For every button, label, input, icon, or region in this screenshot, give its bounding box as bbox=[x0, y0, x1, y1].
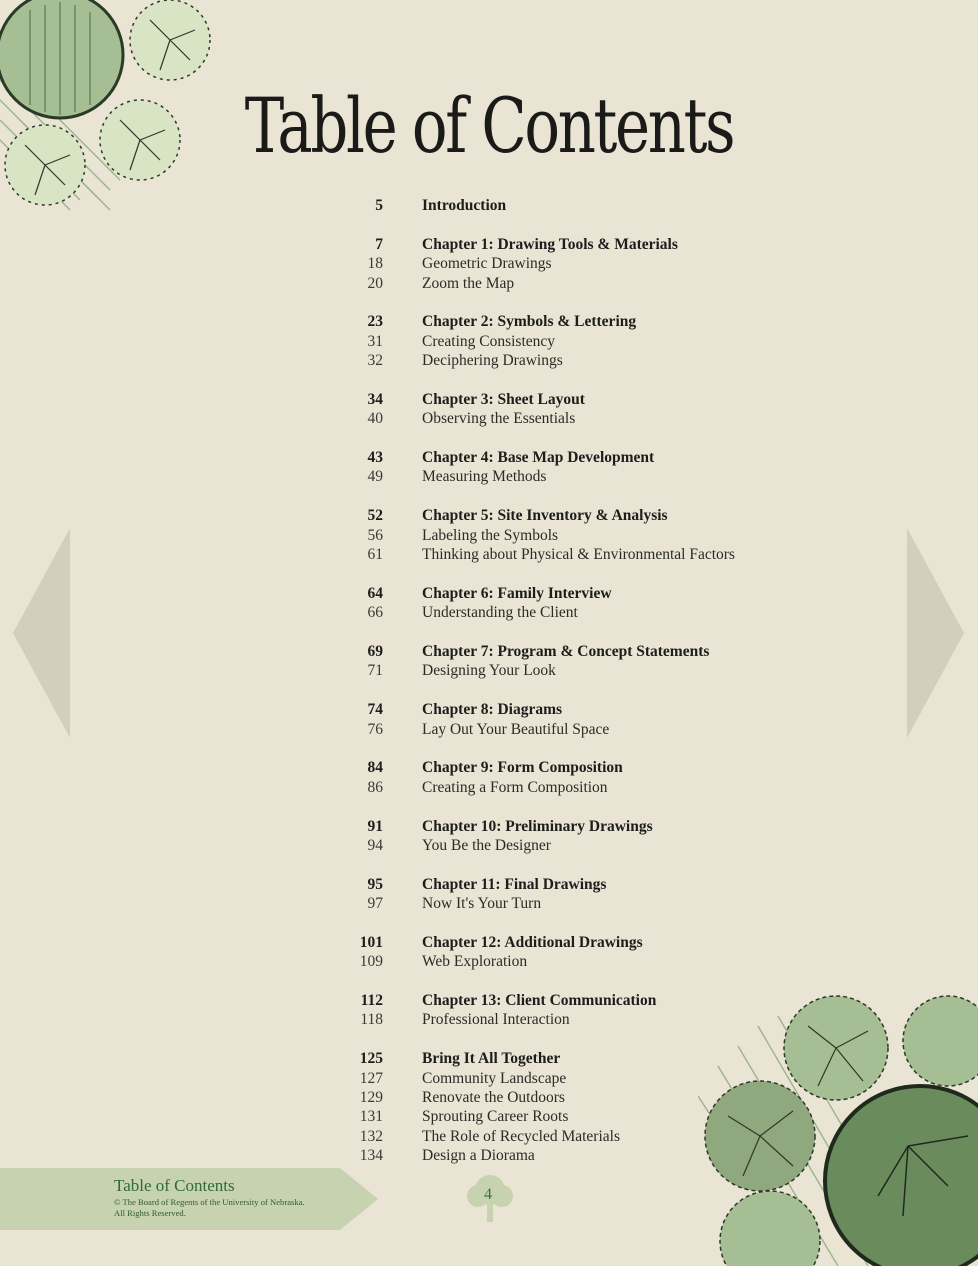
toc-page-number: 23 bbox=[367, 313, 383, 331]
toc-page-number: 134 bbox=[359, 1147, 383, 1165]
toc-entry-label: Chapter 3: Sheet Layout bbox=[422, 390, 585, 408]
toc-chapter-entry[interactable] bbox=[0, 991, 978, 1010]
toc-entry-label: Web Exploration bbox=[422, 953, 528, 971]
toc-chapter-entry[interactable] bbox=[0, 817, 978, 836]
toc-page-number: 84 bbox=[367, 759, 383, 777]
toc-entry-label: Labeling the Symbols bbox=[422, 526, 559, 544]
toc-entry-label: The Role of Recycled Materials bbox=[422, 1127, 620, 1145]
toc-entry-label: Measuring Methods bbox=[422, 468, 547, 486]
toc-page-number: 91 bbox=[367, 817, 383, 835]
toc-page-number: 131 bbox=[359, 1108, 383, 1126]
toc-page-number: 49 bbox=[367, 468, 383, 486]
toc-entry-label: Design a Diorama bbox=[422, 1147, 535, 1165]
toc-group bbox=[0, 448, 978, 487]
toc-page-number: 76 bbox=[367, 720, 383, 738]
toc-section-entry[interactable] bbox=[0, 351, 978, 370]
toc-entry-label: Now It's Your Turn bbox=[422, 895, 542, 913]
toc-section-entry[interactable] bbox=[0, 526, 978, 545]
toc-page-number: 127 bbox=[359, 1069, 383, 1087]
toc-group bbox=[0, 235, 978, 293]
toc-page-number: 7 bbox=[375, 235, 383, 253]
toc-entry-label: Deciphering Drawings bbox=[422, 352, 563, 370]
toc-group bbox=[0, 312, 978, 370]
toc-page-number: 129 bbox=[359, 1088, 383, 1106]
toc-entry-label: Zoom the Map bbox=[422, 274, 515, 292]
prev-page-arrow[interactable] bbox=[13, 528, 71, 738]
toc-page-number: 34 bbox=[367, 390, 383, 408]
toc-page-number: 86 bbox=[367, 778, 383, 796]
toc-chapter-entry[interactable] bbox=[0, 448, 978, 467]
toc-page-number: 94 bbox=[367, 836, 383, 854]
toc-entry-label: Chapter 12: Additional Drawings bbox=[422, 933, 643, 951]
toc-group bbox=[0, 875, 978, 914]
toc-chapter-entry[interactable] bbox=[0, 312, 978, 331]
toc-section-entry[interactable] bbox=[0, 1146, 978, 1165]
toc-page-number: 101 bbox=[359, 933, 383, 951]
toc-group bbox=[0, 390, 978, 429]
footer-copyright bbox=[114, 1197, 344, 1219]
toc-section-entry[interactable] bbox=[0, 720, 978, 739]
toc-section-entry[interactable] bbox=[0, 254, 978, 273]
right-triangle-arrow-icon bbox=[907, 528, 964, 738]
toc-page-number: 56 bbox=[367, 526, 383, 544]
toc-section-entry[interactable] bbox=[0, 467, 978, 486]
toc-group bbox=[0, 991, 978, 1030]
toc-chapter-entry[interactable] bbox=[0, 506, 978, 525]
toc-entry-label: Chapter 11: Final Drawings bbox=[422, 875, 607, 893]
toc-chapter-entry[interactable] bbox=[0, 1049, 978, 1068]
toc-section-entry[interactable] bbox=[0, 894, 978, 913]
toc-chapter-entry[interactable] bbox=[0, 390, 978, 409]
toc-group bbox=[0, 933, 978, 972]
toc-section-entry[interactable] bbox=[0, 332, 978, 351]
toc-entry-label: Chapter 1: Drawing Tools & Materials bbox=[422, 235, 678, 253]
toc-entry-label: Lay Out Your Beautiful Space bbox=[422, 720, 610, 738]
toc-page-number: 64 bbox=[367, 584, 383, 602]
copyright-line: © The Board of Regents of the University of Nebraska. bbox=[114, 1197, 305, 1207]
toc-section-entry[interactable] bbox=[0, 545, 978, 564]
toc-group bbox=[0, 1049, 978, 1165]
toc-page-number: 18 bbox=[367, 255, 383, 273]
toc-list bbox=[0, 196, 978, 1185]
toc-chapter-entry[interactable] bbox=[0, 196, 978, 215]
toc-entry-label: Professional Interaction bbox=[422, 1011, 570, 1029]
toc-page-number: 5 bbox=[375, 197, 383, 214]
toc-page-number: 40 bbox=[367, 410, 383, 428]
toc-group bbox=[0, 817, 978, 856]
toc-section-entry[interactable] bbox=[0, 952, 978, 971]
toc-entry-label: Community Landscape bbox=[422, 1069, 567, 1087]
toc-page-number: 31 bbox=[367, 332, 383, 350]
toc-entry-label: Understanding the Client bbox=[422, 604, 578, 622]
toc-entry-label: Chapter 10: Preliminary Drawings bbox=[422, 817, 653, 835]
toc-group bbox=[0, 758, 978, 797]
toc-page-number: 109 bbox=[359, 953, 383, 971]
toc-entry-label: Designing Your Look bbox=[422, 662, 556, 680]
toc-entry-label: Chapter 4: Base Map Development bbox=[422, 449, 655, 467]
toc-page-number: 112 bbox=[360, 992, 383, 1010]
toc-page-number: 20 bbox=[367, 274, 383, 292]
toc-section-entry[interactable] bbox=[0, 603, 978, 622]
toc-chapter-entry[interactable] bbox=[0, 758, 978, 777]
copyright-line: All Rights Reserved. bbox=[114, 1208, 186, 1218]
toc-page-number: 66 bbox=[367, 604, 383, 622]
toc-page-number: 118 bbox=[360, 1011, 383, 1029]
toc-section-entry[interactable] bbox=[0, 274, 978, 293]
toc-entry-label: You Be the Designer bbox=[422, 836, 551, 854]
toc-page-number: 125 bbox=[359, 1050, 383, 1068]
toc-page-number: 74 bbox=[367, 701, 383, 719]
toc-section-entry[interactable] bbox=[0, 1127, 978, 1146]
toc-page-number: 32 bbox=[367, 352, 383, 370]
toc-section-entry[interactable] bbox=[0, 1010, 978, 1029]
page-title: Table of Contents bbox=[244, 81, 734, 170]
toc-entry-label: Sprouting Career Roots bbox=[422, 1108, 569, 1126]
toc-entry-label: Chapter 6: Family Interview bbox=[422, 584, 612, 602]
toc-chapter-entry[interactable] bbox=[0, 235, 978, 254]
toc-entry-label: Creating Consistency bbox=[422, 332, 556, 350]
toc-entry-label: Chapter 7: Program & Concept Statements bbox=[422, 642, 710, 660]
toc-entry-label: Observing the Essentials bbox=[422, 410, 576, 428]
toc-page-number: 95 bbox=[367, 875, 383, 893]
toc-entry-label: Introduction bbox=[422, 197, 507, 214]
footer-section-title: Table of Contents bbox=[114, 1176, 235, 1195]
toc-page-number: 61 bbox=[367, 546, 383, 564]
toc-chapter-entry[interactable] bbox=[0, 700, 978, 719]
toc-page-number: 52 bbox=[367, 507, 383, 525]
toc-entry-label: Chapter 2: Symbols & Lettering bbox=[422, 313, 637, 331]
toc-page-number: 71 bbox=[367, 662, 383, 680]
toc-chapter-entry[interactable] bbox=[0, 875, 978, 894]
next-page-arrow[interactable] bbox=[907, 528, 965, 738]
toc-page-number: 43 bbox=[367, 449, 383, 467]
toc-section-entry[interactable] bbox=[0, 1107, 978, 1126]
toc-group bbox=[0, 584, 978, 623]
toc-group bbox=[0, 506, 978, 564]
toc-page-number: 132 bbox=[359, 1127, 383, 1145]
toc-entry-label: Geometric Drawings bbox=[422, 255, 552, 273]
toc-chapter-entry[interactable] bbox=[0, 642, 978, 661]
toc-entry-label: Bring It All Together bbox=[422, 1050, 561, 1068]
toc-group bbox=[0, 700, 978, 739]
toc-section-entry[interactable] bbox=[0, 1069, 978, 1088]
toc-entry-label: Thinking about Physical & Environmental Factors bbox=[422, 546, 735, 564]
toc-chapter-entry[interactable] bbox=[0, 584, 978, 603]
toc-section-entry[interactable] bbox=[0, 778, 978, 797]
toc-entry-label: Chapter 8: Diagrams bbox=[422, 701, 563, 719]
toc-page-number: 97 bbox=[367, 895, 383, 913]
toc-page-number: 69 bbox=[367, 642, 383, 660]
toc-group bbox=[0, 642, 978, 681]
toc-entry-label: Chapter 13: Client Communication bbox=[422, 992, 657, 1010]
toc-section-entry[interactable] bbox=[0, 836, 978, 855]
left-triangle-arrow-icon bbox=[13, 528, 70, 738]
toc-entry-label: Creating a Form Composition bbox=[422, 778, 608, 796]
toc-group bbox=[0, 196, 978, 215]
toc-entry-label: Chapter 9: Form Composition bbox=[422, 759, 623, 777]
toc-section-entry[interactable] bbox=[0, 661, 978, 680]
toc-chapter-entry[interactable] bbox=[0, 933, 978, 952]
toc-section-entry[interactable] bbox=[0, 409, 978, 428]
toc-entry-label: Renovate the Outdoors bbox=[422, 1088, 565, 1106]
toc-entry-label: Chapter 5: Site Inventory & Analysis bbox=[422, 507, 668, 525]
toc-section-entry[interactable] bbox=[0, 1088, 978, 1107]
page-number: 4 bbox=[484, 1186, 492, 1203]
